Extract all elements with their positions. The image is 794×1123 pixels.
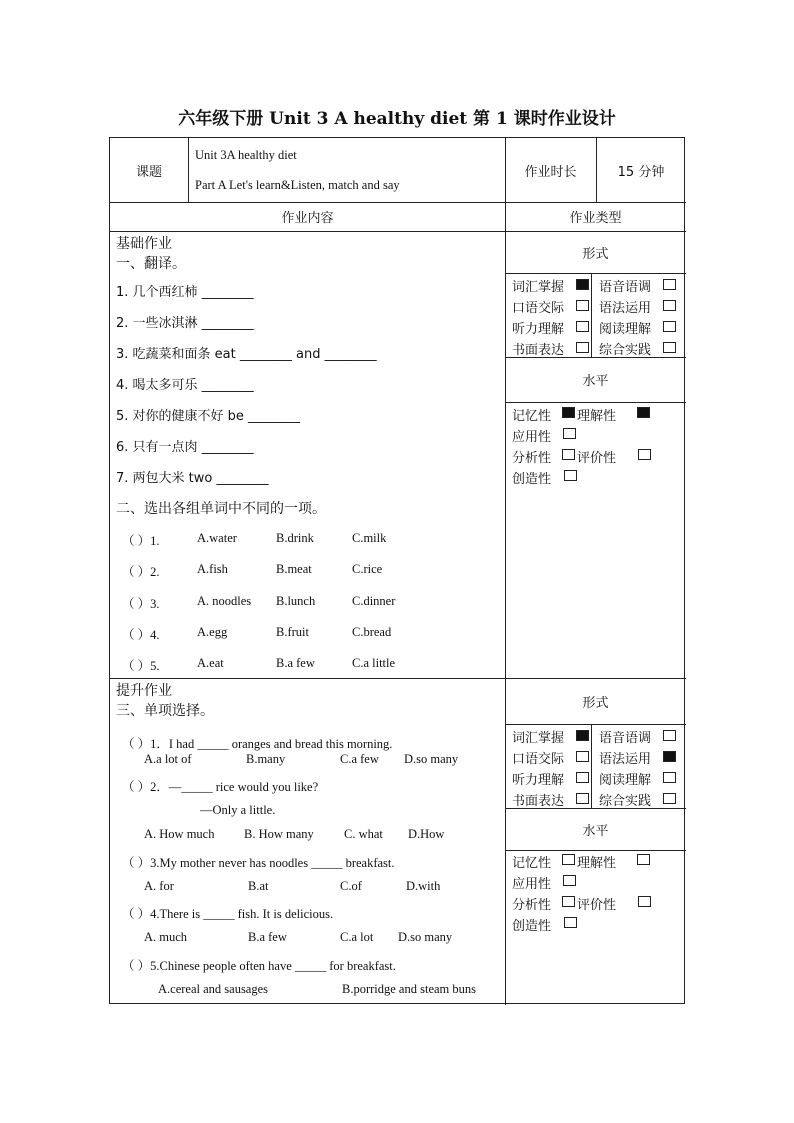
advanced-heading: 提升作业 <box>116 683 172 699</box>
form-option-label: 阅读理解 <box>599 773 652 788</box>
level-label-basic: 水平 <box>582 374 609 389</box>
choice-option-b: B.meat <box>276 562 312 576</box>
advanced-form-checkbox <box>663 772 676 783</box>
choice-option-a: A.water <box>197 531 237 545</box>
choice-number: （ ）5. <box>122 659 160 673</box>
basic-level-checkbox <box>562 407 575 418</box>
basic-form-checkbox <box>576 279 589 290</box>
form-option-label: 书面表达 <box>512 794 565 809</box>
level-option-label: 评价性 <box>577 898 617 913</box>
basic-level-checkbox <box>638 449 651 460</box>
form-option-label: 阅读理解 <box>599 322 652 337</box>
choice-option-b: B.fruit <box>276 625 309 639</box>
form-option-label: 书面表达 <box>512 343 565 358</box>
choice-option-c: C.bread <box>352 625 392 639</box>
basic-form-checkbox <box>663 279 676 290</box>
advanced-level-checkbox <box>562 896 575 907</box>
level-option-label: 分析性 <box>512 451 552 466</box>
section3-title: 三、单项选择。 <box>116 703 214 719</box>
q5-opt-a: A.cereal and sausages <box>158 982 269 996</box>
q4-opt-c: C.a lot <box>340 930 374 944</box>
form-option-label: 听力理解 <box>512 322 565 337</box>
advanced-form-checkbox <box>576 751 589 762</box>
level-option-label: 理解性 <box>577 856 617 871</box>
q1-opt-c: C.a few <box>340 752 379 766</box>
section2-title: 二、选出各组单词中不同的一项。 <box>116 501 326 517</box>
q5-opt-b: B.porridge and steam buns <box>342 982 477 996</box>
level-option-label: 评价性 <box>577 451 617 466</box>
duration-label: 作业时长 <box>524 164 577 180</box>
q4-text: （ ）4.There is _____ fish. It is delicious. <box>122 907 334 921</box>
advanced-level-checkbox <box>563 875 576 886</box>
level-option-label: 记忆性 <box>512 856 552 871</box>
content-label: 作业内容 <box>281 211 334 226</box>
advanced-level-checkbox <box>637 854 650 865</box>
translation-item: 3. 吃蔬菜和面条 eat ________ and ________ <box>116 347 377 362</box>
translation-item: 6. 只有一点肉 ________ <box>116 440 254 455</box>
q2-opt-a: A. How much <box>144 827 215 841</box>
basic-level-checkbox <box>562 449 575 460</box>
basic-heading: 基础作业 <box>116 236 172 252</box>
topic-label: 课题 <box>135 164 162 180</box>
level-option-label: 记忆性 <box>512 409 552 424</box>
basic-level-checkbox <box>637 407 650 418</box>
form-option-label: 语法运用 <box>599 301 652 316</box>
page-title: 六年级下册 Unit 3 A healthy diet 第 1 课时作业设计 <box>178 109 616 129</box>
form-option-label: 语音语调 <box>599 731 652 746</box>
basic-form-checkbox <box>663 300 676 311</box>
q3-opt-d: D.with <box>406 879 441 893</box>
duration-value: 15 分钟 <box>617 164 665 180</box>
level-option-label: 理解性 <box>577 409 617 424</box>
form-option-label: 词汇掌握 <box>512 731 565 746</box>
advanced-form-checkbox <box>663 730 676 741</box>
level-option-label: 分析性 <box>512 898 552 913</box>
advanced-form-checkbox <box>576 793 589 804</box>
advanced-form-checkbox <box>576 772 589 783</box>
q2-opt-d: D.How <box>408 827 445 841</box>
level-option-label: 应用性 <box>512 877 552 892</box>
topic-line2: Part A Let's learn&Listen, match and say <box>195 178 400 192</box>
choice-option-b: B.lunch <box>276 594 316 608</box>
q3-opt-c: C.of <box>340 879 362 893</box>
basic-form-checkbox <box>576 300 589 311</box>
choice-option-a: A.fish <box>197 562 228 576</box>
translation-item: 7. 两包大米 two ________ <box>116 471 269 486</box>
choice-number: （ ）1. <box>122 534 160 548</box>
basic-form-checkbox <box>576 321 589 332</box>
section1-title: 一、翻译。 <box>116 256 186 272</box>
choice-option-a: A. noodles <box>197 594 252 608</box>
choice-option-a: A.eat <box>197 656 224 670</box>
advanced-form-checkbox <box>663 751 676 762</box>
choice-option-c: C.dinner <box>352 594 396 608</box>
q2-reply: —Only a little. <box>200 803 276 817</box>
choice-option-b: B.drink <box>276 531 314 545</box>
advanced-level-checkbox <box>564 917 577 928</box>
choice-number: （ ）2. <box>122 565 160 579</box>
q1-opt-b: B.many <box>246 752 286 766</box>
form-option-label: 语音语调 <box>599 280 652 295</box>
level-option-label: 应用性 <box>512 430 552 445</box>
form-option-label: 综合实践 <box>599 794 652 809</box>
form-option-label: 综合实践 <box>599 343 652 358</box>
level-option-label: 创造性 <box>512 919 552 934</box>
type-label: 作业类型 <box>569 211 622 226</box>
basic-level-checkbox <box>564 470 577 481</box>
choice-option-a: A.egg <box>197 625 228 639</box>
homework-table <box>109 137 685 1004</box>
form-option-label: 语法运用 <box>599 752 652 767</box>
topic-line1: Unit 3A healthy diet <box>195 148 297 162</box>
q1-opt-a: A.a lot of <box>144 752 192 766</box>
translation-item: 5. 对你的健康不好 be ________ <box>116 409 301 424</box>
basic-form-checkbox <box>663 342 676 353</box>
form-option-label: 词汇掌握 <box>512 280 565 295</box>
translation-item: 1. 几个西红柿 ________ <box>116 285 254 300</box>
choice-option-c: C.rice <box>352 562 383 576</box>
basic-form-checkbox <box>663 321 676 332</box>
translation-item: 4. 喝太多可乐 ________ <box>116 378 254 393</box>
q1-opt-d: D.so many <box>404 752 459 766</box>
q1-text: （ ）1．I had _____ oranges and bread this morning. <box>122 737 393 751</box>
q3-opt-b: B.at <box>248 879 269 893</box>
q4-opt-b: B.a few <box>248 930 287 944</box>
form-option-label: 听力理解 <box>512 773 565 788</box>
advanced-form-checkbox <box>663 793 676 804</box>
q5-text: （ ）5.Chinese people often have _____ for breakfast. <box>122 959 396 973</box>
choice-option-b: B.a few <box>276 656 315 670</box>
basic-form-checkbox <box>576 342 589 353</box>
q2-text: （ ）2．—_____ rice would you like? <box>122 780 319 794</box>
choice-option-c: C.a little <box>352 656 396 670</box>
form-option-label: 口语交际 <box>512 752 565 767</box>
basic-level-checkbox <box>563 428 576 439</box>
advanced-form-checkbox <box>576 730 589 741</box>
choice-number: （ ）3. <box>122 597 160 611</box>
level-label-advanced: 水平 <box>582 823 609 839</box>
choice-option-c: C.milk <box>352 531 387 545</box>
q3-text: （ ）3.My mother never has noodles _____ breakfast. <box>122 856 395 870</box>
translation-item: 2. 一些冰淇淋 ________ <box>116 316 254 331</box>
level-option-label: 创造性 <box>512 472 552 487</box>
q4-opt-d: D.so many <box>398 930 453 944</box>
form-option-label: 口语交际 <box>512 301 565 316</box>
q2-opt-b: B. How many <box>244 827 314 841</box>
form-label-advanced: 形式 <box>582 695 609 711</box>
choice-number: （ ）4. <box>122 628 160 642</box>
q4-opt-a: A. much <box>144 930 188 944</box>
form-label-basic: 形式 <box>582 246 609 262</box>
advanced-level-checkbox <box>562 854 575 865</box>
q3-opt-a: A. for <box>144 879 174 893</box>
q2-opt-c: C. what <box>344 827 383 841</box>
advanced-level-checkbox <box>638 896 651 907</box>
